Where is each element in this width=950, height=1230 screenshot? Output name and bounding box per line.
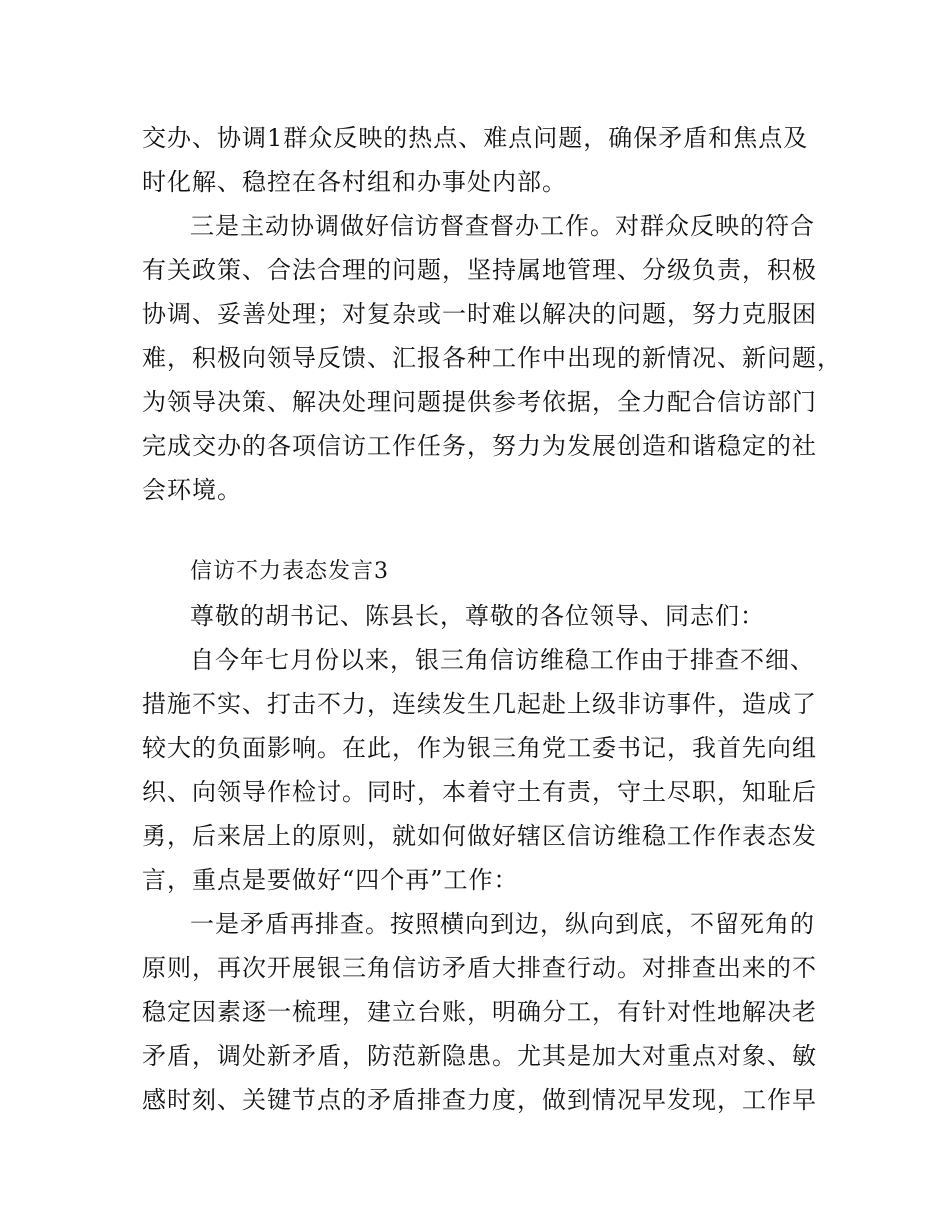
text-line: 言，重点是要做好“四个再”工作： — [142, 866, 519, 894]
text-line: 矛盾，调处新矛盾，防范新隐患。尤其是加大对重点对象、敏 — [142, 1042, 817, 1070]
paragraph-start-line: 一是矛盾再排查。按照横向到边，纵向到底，不留死角的 — [190, 910, 815, 938]
text-line: 难，积极向领导反馈、汇报各种工作中出现的新情况、新问题， — [142, 344, 842, 372]
text-line: 织、向领导作检讨。同时，本着守土有责，守土尽职，知耻后 — [142, 778, 817, 806]
text-line: 交办、协调1群众反映的热点、难点问题，确保矛盾和焦点及 — [142, 124, 809, 152]
salutation-line: 尊敬的胡书记、陈县长，尊敬的各位领导、同志们： — [190, 602, 765, 630]
text-line: 会环境。 — [142, 476, 242, 504]
text-line: 完成交办的各项信访工作任务，努力为发展创造和谐稳定的社 — [142, 432, 817, 460]
text-line: 勇，后来居上的原则，就如何做好辖区信访维稳工作作表态发 — [142, 822, 817, 850]
text-line: 有关政策、合法合理的问题，坚持属地管理、分级负责，积极 — [142, 256, 817, 284]
text-line: 感时刻、关键节点的矛盾排查力度，做到情况早发现，工作早 — [142, 1086, 817, 1114]
text-line: 协调、妥善处理；对复杂或一时难以解决的问题，努力克服困 — [142, 300, 817, 328]
text-line: 原则，再次开展银三角信访矛盾大排查行动。对排查出来的不 — [142, 954, 817, 982]
text-line: 措施不实、打击不力，连续发生几起赴上级非访事件，造成了 — [142, 690, 817, 718]
text-line: 为领导决策、解决处理问题提供参考依据，全力配合信访部门 — [142, 388, 817, 416]
text-line: 较大的负面影响。在此，作为银三角党工委书记，我首先向组 — [142, 734, 817, 762]
paragraph-start-line: 三是主动协调做好信访督查督办工作。对群众反映的符合 — [190, 212, 815, 240]
text-line: 稳定因素逐一梳理，建立台账，明确分工，有针对性地解决老 — [142, 998, 817, 1026]
text-line: 时化解、稳控在各村组和办事处内部。 — [142, 168, 567, 196]
paragraph-start-line: 自今年七月份以来，银三角信访维稳工作由于排查不细、 — [190, 646, 815, 674]
section-heading: 信访不力表态发言3 — [190, 559, 389, 584]
